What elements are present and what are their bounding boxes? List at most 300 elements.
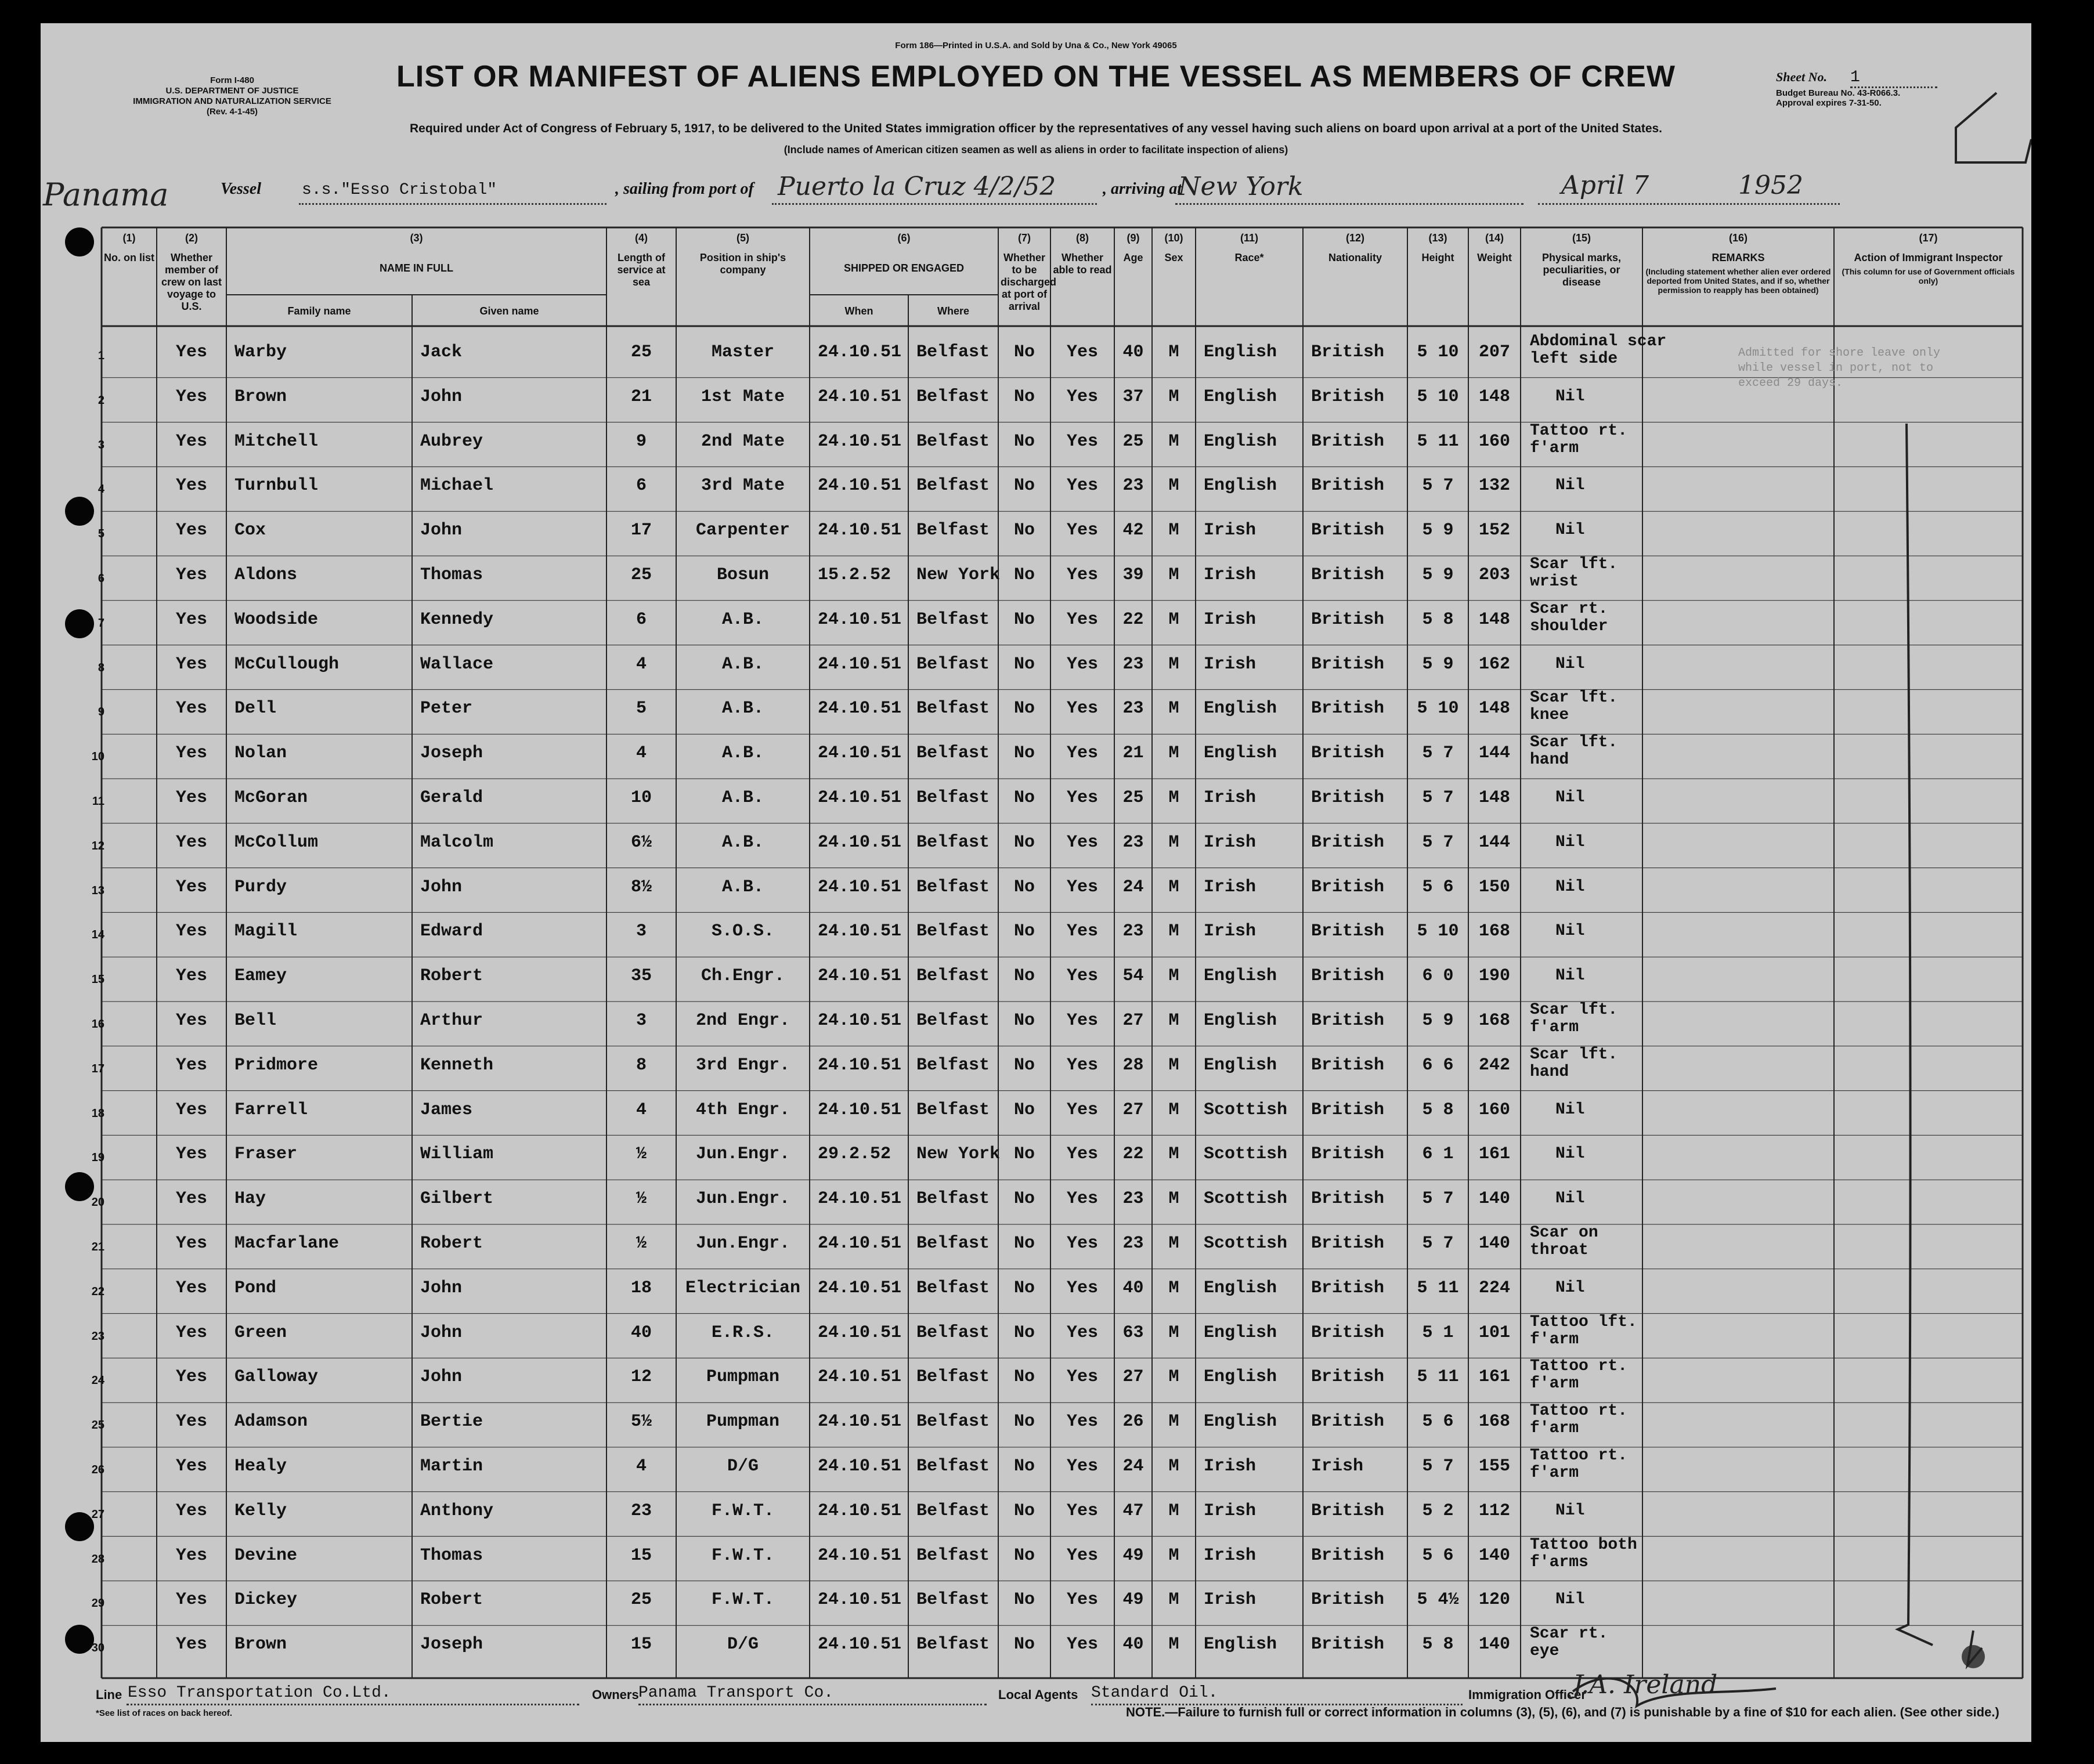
cell-race: Irish (1204, 1545, 1257, 1566)
row-number: 26 (91, 1463, 104, 1476)
cell-weight: 161 (1478, 1144, 1510, 1165)
line-value: Esso Transportation Co.Ltd. (128, 1684, 391, 1702)
cell-weight: 132 (1478, 476, 1510, 496)
cell-sex: M (1168, 1322, 1179, 1343)
cell-discharged: No (1013, 1011, 1035, 1031)
cell-weight: 140 (1478, 1234, 1510, 1253)
cell-read: Yes (1066, 788, 1098, 808)
cell-sex: M (1168, 1367, 1179, 1387)
cell-read: Yes (1066, 1367, 1098, 1387)
cell-service: 17 (630, 520, 652, 541)
cell-service: 35 (630, 966, 652, 986)
owners-label: Owners (592, 1687, 639, 1702)
cell-physical-marks: Nil (1555, 922, 1585, 941)
cell-nationality: British (1311, 1501, 1385, 1521)
cell-read: Yes (1066, 1278, 1098, 1298)
cell-age: 23 (1122, 1234, 1144, 1253)
cell-age: 25 (1122, 788, 1144, 808)
cell-nationality: British (1311, 1144, 1385, 1165)
cell-sex: M (1168, 699, 1179, 719)
cell-nationality: British (1311, 565, 1385, 585)
cell-service: 23 (630, 1501, 652, 1521)
cell-height: 5 10 (1417, 699, 1459, 719)
cell-position: A.B. (721, 654, 764, 674)
cell-given: William (420, 1144, 494, 1165)
cell-nationality: British (1311, 431, 1385, 451)
cell-position: Pumpman (706, 1412, 780, 1432)
cell-discharged: No (1013, 1055, 1035, 1075)
cell-physical-marks: Tattoo rt. (1530, 1447, 1628, 1465)
row-number: 25 (91, 1419, 104, 1432)
cell-prev: Yes (175, 1412, 207, 1432)
cell-service: 5 (636, 699, 647, 719)
cell-when: 24.10.51 (818, 1412, 902, 1432)
cell-family: Turnbull (234, 476, 319, 496)
cell-prev: Yes (175, 654, 207, 674)
cell-physical-marks: Abdominal scar (1530, 332, 1667, 350)
page-title: LIST OR MANIFEST OF ALIENS EMPLOYED ON THE VESSEL AS MEMBERS OF CREW (396, 60, 1676, 93)
cell-family: Healy (234, 1456, 287, 1476)
cell-weight: 148 (1478, 788, 1510, 808)
column-number: (8) (1076, 232, 1089, 244)
cell-given: John (420, 877, 463, 897)
cell-given: James (420, 1100, 473, 1120)
cell-sex: M (1168, 476, 1179, 496)
cell-sex: M (1168, 1501, 1179, 1521)
cell-nationality: British (1311, 921, 1385, 942)
cell-service: 15 (630, 1635, 652, 1655)
cell-given: Peter (420, 699, 473, 719)
cell-position: 1st Mate (701, 386, 785, 407)
cell-given: John (420, 520, 463, 541)
row-number: 13 (91, 884, 104, 897)
cell-height: 5 8 (1422, 1100, 1454, 1120)
cell-physical-marks: Scar lft. (1530, 555, 1618, 573)
cell-family: Eamey (234, 966, 287, 986)
cell-sex: M (1168, 1055, 1179, 1075)
cell-given: Kenneth (420, 1055, 494, 1075)
cell-race: English (1204, 1055, 1277, 1075)
cell-discharged: No (1013, 342, 1035, 362)
cell-nationality: British (1311, 1545, 1385, 1566)
row-number: 16 (91, 1018, 104, 1031)
cell-service: 8 (636, 1055, 647, 1075)
cell-when: 24.10.51 (818, 386, 902, 407)
cell-sex: M (1168, 1144, 1179, 1165)
cell-position: F.W.T. (711, 1501, 775, 1521)
cell-age: 27 (1122, 1367, 1144, 1387)
cell-where: Belfast (916, 1545, 990, 1566)
cell-age: 22 (1122, 1144, 1144, 1165)
cell-physical-marks: Nil (1555, 476, 1585, 495)
cell-physical-marks: f'arm (1530, 1464, 1579, 1482)
cell-discharged: No (1013, 877, 1035, 897)
cell-family: Woodside (234, 609, 319, 630)
cell-discharged: No (1013, 1144, 1035, 1165)
cell-sex: M (1168, 1189, 1179, 1209)
cell-read: Yes (1066, 877, 1098, 897)
cell-discharged: No (1013, 654, 1035, 674)
cell-prev: Yes (175, 832, 207, 852)
cell-when: 24.10.51 (818, 1456, 902, 1476)
cell-height: 5 7 (1422, 476, 1454, 496)
cell-weight: 168 (1478, 1011, 1510, 1031)
cell-read: Yes (1066, 654, 1098, 674)
cell-position: Pumpman (706, 1367, 780, 1387)
cell-when: 24.10.51 (818, 699, 902, 719)
cell-physical-marks: throat (1530, 1241, 1588, 1259)
cell-service: 3 (636, 921, 647, 942)
cell-physical-marks: shoulder (1530, 617, 1608, 635)
row-number: 1 (98, 349, 104, 362)
owners-dotline (638, 1704, 987, 1705)
cell-discharged: No (1013, 565, 1035, 585)
cell-position: D/G (727, 1635, 759, 1655)
column-header: Race* (1234, 252, 1264, 263)
cell-sex: M (1168, 1590, 1179, 1610)
cell-height: 5 9 (1422, 565, 1454, 585)
cell-physical-marks: Nil (1555, 1278, 1585, 1297)
cell-race: English (1204, 966, 1277, 986)
cell-discharged: No (1013, 1322, 1035, 1343)
column-header: Position in ship's company (699, 252, 786, 276)
cell-service: 6 (636, 609, 647, 630)
cell-family: Cox (234, 520, 266, 541)
cell-weight: 168 (1478, 921, 1510, 942)
cell-family: Magill (234, 921, 298, 942)
cell-height: 5 4½ (1417, 1590, 1459, 1610)
cell-height: 5 1 (1422, 1322, 1454, 1343)
cell-discharged: No (1013, 921, 1035, 942)
cell-where: Belfast (916, 342, 990, 362)
cell-family: McGoran (234, 788, 308, 808)
cell-nationality: British (1311, 699, 1385, 719)
cell-when: 24.10.51 (818, 1367, 902, 1387)
cell-race: Irish (1204, 520, 1257, 541)
cell-read: Yes (1066, 476, 1098, 496)
cell-discharged: No (1013, 386, 1035, 407)
cell-race: Scottish (1204, 1189, 1288, 1209)
cell-where: Belfast (916, 1322, 990, 1343)
cell-when: 24.10.51 (818, 1100, 902, 1120)
row-number: 17 (91, 1062, 104, 1075)
cell-discharged: No (1013, 1367, 1035, 1387)
cell-position: F.W.T. (711, 1545, 775, 1566)
cell-service: 18 (630, 1278, 652, 1298)
cell-nationality: British (1311, 654, 1385, 674)
cell-nationality: British (1311, 1100, 1385, 1120)
cell-prev: Yes (175, 1144, 207, 1165)
cell-where: New York (916, 1144, 1001, 1165)
column-header: Weight (1477, 252, 1512, 263)
cell-physical-marks: f'arm (1530, 439, 1579, 457)
cell-read: Yes (1066, 1412, 1098, 1432)
column-header: NAME IN FULL (380, 262, 453, 274)
cell-when: 24.10.51 (818, 1234, 902, 1253)
cell-read: Yes (1066, 1635, 1098, 1655)
column-header: Whether to be discharged at port of arrival (1001, 252, 1057, 312)
cell-age: 23 (1122, 1189, 1144, 1209)
row-number: 10 (91, 750, 104, 764)
cell-discharged: No (1013, 1278, 1035, 1298)
cell-when: 24.10.51 (818, 1055, 902, 1075)
cell-family: Farrell (234, 1100, 308, 1120)
cell-read: Yes (1066, 743, 1098, 764)
cell-physical-marks: Nil (1555, 1100, 1585, 1119)
cell-family: Dell (234, 699, 277, 719)
cell-physical-marks: f'arm (1530, 1018, 1579, 1036)
cell-race: English (1204, 1011, 1277, 1031)
cell-age: 24 (1122, 1456, 1144, 1476)
cell-sex: M (1168, 1635, 1179, 1655)
cell-race: Irish (1204, 921, 1257, 942)
cell-read: Yes (1066, 1144, 1098, 1165)
line-label: Line (96, 1687, 122, 1702)
column-header: Nationality (1328, 252, 1382, 263)
cell-where: Belfast (916, 699, 990, 719)
cell-sex: M (1168, 1234, 1179, 1253)
cell-when: 15.2.52 (818, 565, 891, 585)
cell-age: 22 (1122, 609, 1144, 630)
cell-nationality: British (1311, 1011, 1385, 1031)
cell-nationality: British (1311, 342, 1385, 362)
cell-read: Yes (1066, 1545, 1098, 1566)
cell-when: 24.10.51 (818, 1189, 902, 1209)
cell-discharged: No (1013, 1456, 1035, 1476)
cell-race: English (1204, 1412, 1277, 1432)
cell-where: Belfast (916, 609, 990, 630)
row-number: 4 (98, 483, 104, 496)
cell-weight: 203 (1478, 565, 1510, 585)
cell-when: 24.10.51 (818, 1011, 902, 1031)
cell-weight: 190 (1478, 966, 1510, 986)
sheet-no-value: 1 (1850, 68, 1937, 88)
immigration-officer-label: Immigration Officer (1468, 1687, 1586, 1702)
cell-age: 23 (1122, 699, 1144, 719)
cell-read: Yes (1066, 832, 1098, 852)
cell-physical-marks: Tattoo rt. (1530, 421, 1628, 440)
cell-weight: 148 (1478, 699, 1510, 719)
cell-nationality: British (1311, 1322, 1385, 1343)
cell-service: 4 (636, 1100, 647, 1120)
column-number: (9) (1127, 232, 1140, 244)
cell-prev: Yes (175, 1234, 207, 1253)
cell-height: 5 7 (1422, 1189, 1454, 1209)
cell-where: Belfast (916, 1278, 990, 1298)
cell-physical-marks: Scar lft. (1530, 689, 1618, 707)
cell-prev: Yes (175, 1322, 207, 1343)
cell-physical-marks: Nil (1555, 387, 1585, 406)
cell-height: 5 7 (1422, 1456, 1454, 1476)
cell-age: 42 (1122, 520, 1144, 541)
cell-height: 5 11 (1417, 1367, 1459, 1387)
cell-where: Belfast (916, 1635, 990, 1655)
cell-given: Thomas (420, 1545, 483, 1566)
cell-sex: M (1168, 386, 1179, 407)
cell-when: 24.10.51 (818, 1278, 902, 1298)
cell-height: 5 8 (1422, 1635, 1454, 1655)
cell-race: English (1204, 743, 1277, 764)
officer-signature: J.A. Ireland (1573, 1670, 1718, 1700)
local-agents-value: Standard Oil. (1091, 1684, 1218, 1702)
column-number: (17) (1919, 232, 1938, 244)
cell-physical-marks: knee (1530, 706, 1569, 725)
cell-prev: Yes (175, 1278, 207, 1298)
cell-read: Yes (1066, 1189, 1098, 1209)
cell-service: 21 (630, 386, 652, 407)
cell-height: 5 11 (1417, 431, 1459, 451)
column-header: Age (1123, 252, 1143, 263)
cell-given: Bertie (420, 1412, 483, 1432)
cell-prev: Yes (175, 1501, 207, 1521)
local-agents-label: Local Agents (998, 1687, 1078, 1702)
cell-prev: Yes (175, 1545, 207, 1566)
row-number: 21 (91, 1241, 104, 1253)
column-number: (3) (410, 232, 423, 244)
cell-height: 5 6 (1422, 877, 1454, 897)
cell-nationality: British (1311, 609, 1385, 630)
cell-given: Malcolm (420, 832, 494, 852)
cell-physical-marks: left side (1530, 350, 1618, 368)
cell-prev: Yes (175, 1456, 207, 1476)
cell-sex: M (1168, 832, 1179, 852)
cell-weight: 140 (1478, 1189, 1510, 1209)
cell-given: Thomas (420, 565, 483, 585)
cell-given: Aubrey (420, 431, 483, 451)
cell-physical-marks: Nil (1555, 1145, 1585, 1163)
cell-height: 5 7 (1422, 743, 1454, 764)
cell-when: 24.10.51 (818, 743, 902, 764)
cell-service: 9 (636, 431, 647, 451)
cell-family: Mitchell (234, 431, 319, 451)
cell-given: Jack (420, 342, 463, 362)
cell-race: Irish (1204, 788, 1257, 808)
cell-age: 23 (1122, 832, 1144, 852)
cell-prev: Yes (175, 921, 207, 942)
cell-age: 63 (1122, 1322, 1144, 1343)
vessel-label: Vessel (221, 180, 261, 198)
column-header: Length of service at sea (617, 252, 666, 288)
cell-where: Belfast (916, 476, 990, 496)
cell-age: 54 (1122, 966, 1144, 986)
cell-service: ½ (636, 1234, 647, 1253)
cell-height: 5 6 (1422, 1412, 1454, 1432)
cell-weight: 144 (1478, 743, 1510, 764)
cell-sex: M (1168, 1545, 1179, 1566)
cell-age: 21 (1122, 743, 1144, 764)
cell-read: Yes (1066, 1055, 1098, 1075)
cell-service: 12 (630, 1367, 652, 1387)
cell-read: Yes (1066, 520, 1098, 541)
cell-weight: 161 (1478, 1367, 1510, 1387)
cell-given: Robert (420, 1590, 483, 1610)
cell-where: Belfast (916, 743, 990, 764)
cell-prev: Yes (175, 788, 207, 808)
cell-height: 5 10 (1417, 921, 1459, 942)
cell-service: 40 (630, 1322, 652, 1343)
cell-nationality: British (1311, 1367, 1385, 1387)
cell-discharged: No (1013, 966, 1035, 986)
cell-weight: 160 (1478, 431, 1510, 451)
cell-service: 4 (636, 654, 647, 674)
cell-position: 4th Engr. (695, 1100, 790, 1120)
column-number: (13) (1428, 232, 1447, 244)
races-note: *See list of races on back hereof. (96, 1708, 233, 1718)
cell-sex: M (1168, 966, 1179, 986)
cell-when: 24.10.51 (818, 832, 902, 852)
column-header: Physical marks, peculiarities, or disease (1541, 252, 1622, 288)
act-statement: Required under Act of Congress of February 5, 1917, to be delivered to the United States immigration officer by the representatives of any vessel having such aliens on board upon arrival at a port of the United States. (409, 122, 1663, 135)
cell-height: 5 10 (1417, 342, 1459, 362)
cell-physical-marks: Nil (1555, 521, 1585, 540)
cell-prev: Yes (175, 1100, 207, 1120)
cell-given: Kennedy (420, 609, 494, 630)
cell-where: Belfast (916, 1234, 990, 1253)
cell-read: Yes (1066, 565, 1098, 585)
cell-position: Ch.Engr. (701, 966, 785, 986)
remarks-stamp: Admitted for shore leave only while vessel in port, not to exceed 29 days. (1738, 346, 1941, 390)
cell-discharged: No (1013, 609, 1035, 630)
row-number: 12 (91, 839, 104, 852)
cell-race: Irish (1204, 609, 1257, 630)
budget-bureau: Budget Bureau No. 43-R066.3. (1776, 88, 1901, 98)
cell-sex: M (1168, 520, 1179, 541)
cell-height: 5 7 (1422, 1234, 1454, 1253)
cell-physical-marks: f'arm (1530, 1419, 1579, 1438)
cell-prev: Yes (175, 609, 207, 630)
cell-physical-marks: hand (1530, 751, 1569, 769)
cell-physical-marks: Tattoo rt. (1530, 1402, 1628, 1420)
cell-family: Galloway (234, 1367, 319, 1387)
inspector-marks (41, 23, 2031, 1742)
cell-sex: M (1168, 877, 1179, 897)
cell-given: John (420, 386, 463, 407)
cell-age: 23 (1122, 921, 1144, 942)
cell-where: Belfast (916, 788, 990, 808)
row-number: 9 (98, 706, 104, 719)
cell-family: Pridmore (234, 1055, 319, 1075)
cell-physical-marks: Scar lft. (1530, 1045, 1618, 1064)
cell-height: 5 8 (1422, 609, 1454, 630)
cell-given: John (420, 1367, 463, 1387)
cell-position: Electrician (685, 1278, 801, 1298)
cell-read: Yes (1066, 921, 1098, 942)
cell-position: Jun.Engr. (695, 1189, 790, 1209)
cell-weight: 148 (1478, 609, 1510, 630)
cell-service: ½ (636, 1144, 647, 1165)
row-number: 29 (91, 1597, 104, 1610)
cell-prev: Yes (175, 1367, 207, 1387)
cell-prev: Yes (175, 1590, 207, 1610)
cell-weight: 160 (1478, 1100, 1510, 1120)
column-header-note: (Including statement whether alien ever ordered deported from United States, and if so, whether permission to reapply has been obtained) (1645, 267, 1831, 295)
cell-age: 26 (1122, 1412, 1144, 1432)
cell-service: ½ (636, 1189, 647, 1209)
arriving-label: , arriving at (1103, 180, 1182, 198)
cell-where: New York (916, 565, 1001, 585)
cell-read: Yes (1066, 609, 1098, 630)
cell-sex: M (1168, 654, 1179, 674)
cell-height: 5 9 (1422, 654, 1454, 674)
cell-discharged: No (1013, 1545, 1035, 1566)
row-number: 14 (91, 928, 104, 942)
cell-race: Irish (1204, 1501, 1257, 1521)
cell-race: English (1204, 699, 1277, 719)
cell-nationality: British (1311, 743, 1385, 764)
row-number: 15 (91, 973, 104, 986)
column-header: Sex (1164, 252, 1183, 263)
row-number: 7 (98, 616, 104, 630)
